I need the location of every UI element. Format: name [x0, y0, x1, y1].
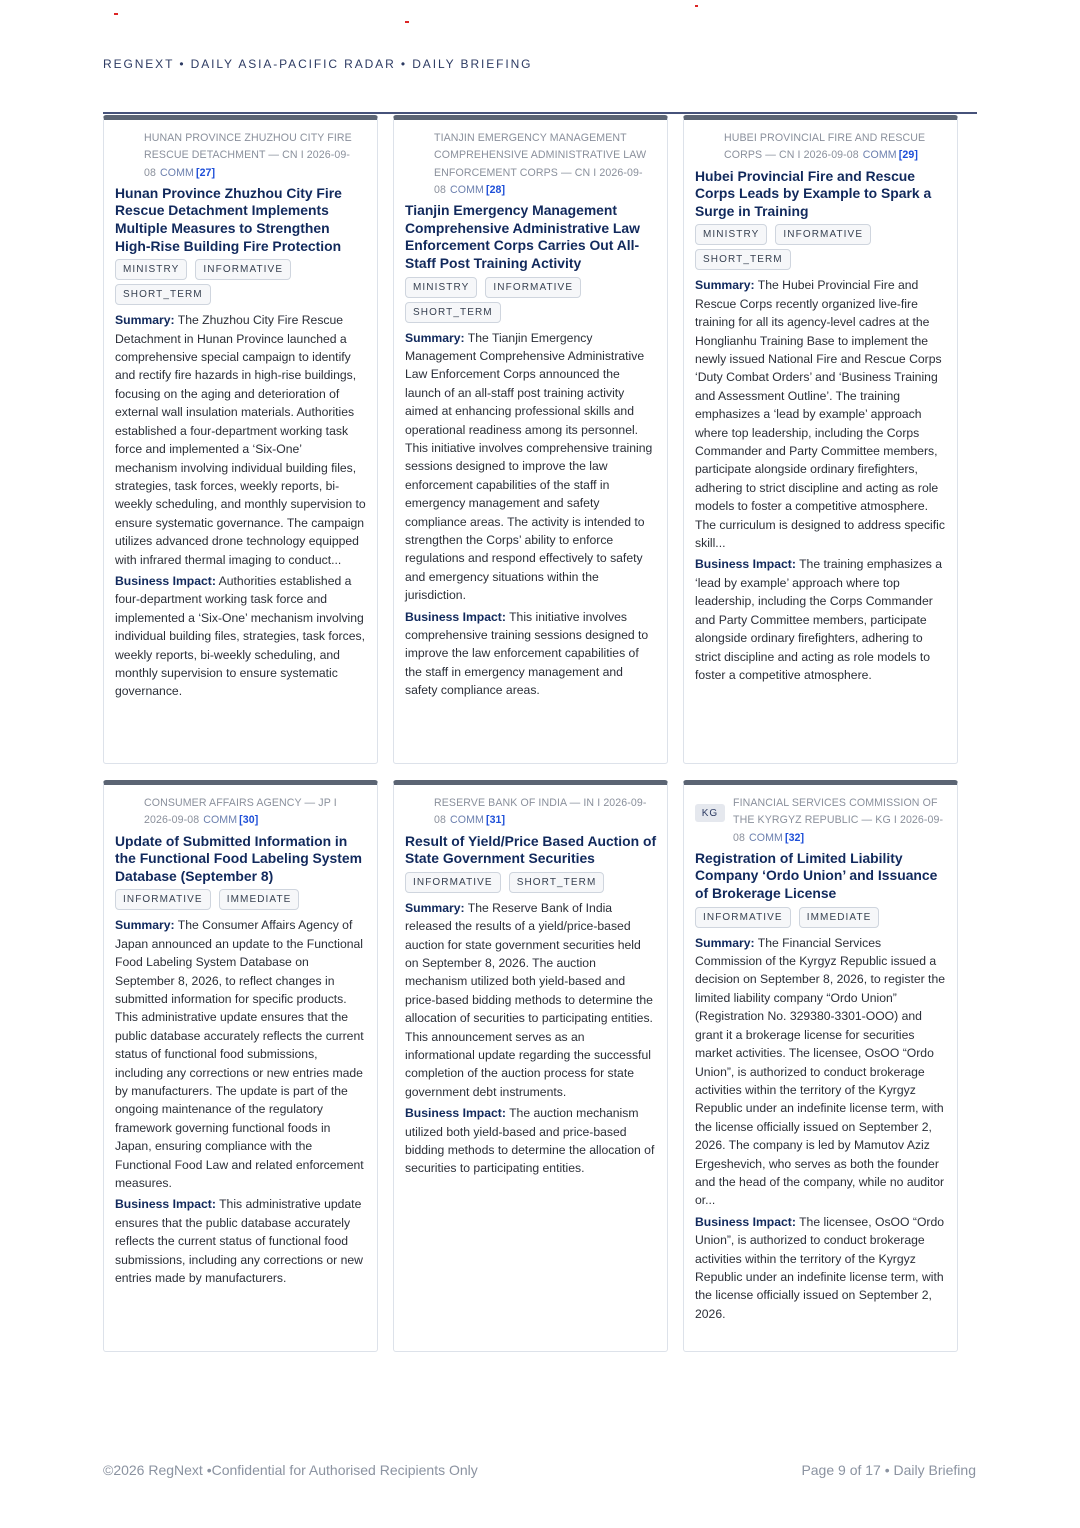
- briefing-card: [393, 780, 668, 1352]
- impact-text: The auction mechanism utilized both yield-based and price-based bidding methods to determine the allocation of securities to participating entities.: [405, 1106, 655, 1176]
- card-meta-text: [724, 130, 947, 165]
- tag-badge: SHORT_TERM: [695, 249, 791, 270]
- impact-text: The licensee, OsOO “Ordo Union”, is authorized to conduct brokerage activities within the territory of the Kyrgyz Republic under an indefinite license term, with the license officially issued on September 2, 2026.: [695, 1214, 945, 1321]
- tag-badge: SHORT_TERM: [509, 872, 605, 893]
- card-title: Registration of Limited Liability Company ‘Ordo Union’ and Issuance of Brokerage License: [695, 849, 938, 902]
- card-summary: [695, 934, 947, 1210]
- card-reference-link[interactable]: [28]: [485, 183, 506, 196]
- card-comm-label: COMM: [862, 149, 897, 162]
- tag-badge: MINISTRY: [115, 259, 187, 280]
- card-reference-link[interactable]: [27]: [195, 166, 216, 179]
- briefing-card-grid: [103, 115, 959, 1352]
- card-meta: [405, 795, 657, 830]
- card-source: TIANJIN EMERGENCY MANAGEMENT COMPREHENSIVE ADMINISTRATIVE LAW ENFORCEMENT CORPS — CN I: [434, 132, 647, 179]
- tag-badge: INFORMATIVE: [115, 889, 211, 910]
- briefing-card: [393, 115, 668, 764]
- header-brand: REGNEXT: [103, 57, 175, 71]
- card-reference-link[interactable]: [29]: [898, 149, 918, 162]
- tag-badge: INFORMATIVE: [405, 872, 501, 893]
- summary-label: Summary:: [115, 918, 175, 933]
- red-mark: [695, 5, 698, 7]
- card-meta: [115, 130, 367, 182]
- briefing-card: [103, 780, 378, 1352]
- card-summary: [115, 311, 367, 569]
- summary-text: The Financial Services Commission of the Kyrgyz Republic issued a decision on September 8, 2026, to register the limited liability company “Ordo Union” (Registration No. 329380-3301-OOO) and grant it a brokerage license for securities market activities. The licensee, OsOO “Ordo Union”, is authorized to conduct brokerage activities within the territory of the Kyrgyz Republic under an indefinite license term, with the license officially issued on September 2, 2026. The company is led by Mamutov Aziz Ergeshevich, who serves as both the founder and the head of the company, while no auditor or...: [695, 935, 945, 1208]
- summary-label: Summary:: [695, 935, 755, 950]
- briefing-card: [683, 115, 958, 764]
- card-meta: [405, 130, 657, 199]
- card-source: RESERVE BANK OF INDIA — IN I: [434, 797, 601, 809]
- header-divider: [103, 112, 977, 114]
- card-business-impact: [115, 572, 367, 701]
- card-summary: [405, 329, 657, 605]
- card-date: 2026-09-08: [434, 797, 647, 827]
- header-separator: •: [400, 57, 407, 71]
- card-meta-text: [434, 795, 657, 830]
- briefing-card: [683, 780, 958, 1352]
- country-badge: KG: [695, 804, 725, 822]
- card-summary: [115, 916, 367, 1192]
- card-business-impact: [695, 555, 947, 684]
- card-meta-text: [434, 130, 657, 199]
- summary-text: The Zhuzhou City Fire Rescue Detachment in Hunan Province launched a comprehensive special campaign to identify and rectify fire hazards in high-rise buildings, focusing on the aging and deterioration of external wall insulation materials. Authorities established a four-department working task force and implemented a ‘Six-One’ mechanism involving individual building files, strategies, task forces, weekly reports, bi-weekly scheduling, and monthly supervision to ensure systematic governance. The campaign utilizes advanced drone technology equipped with infrared thermal imaging to conduct...: [115, 313, 366, 567]
- card-source: CONSUMER AFFAIRS AGENCY — JP I: [144, 797, 337, 809]
- card-reference-link[interactable]: [32]: [784, 831, 805, 844]
- card-tags: [115, 259, 367, 305]
- card-meta-text: [144, 130, 367, 182]
- card-date: 2026-09-08: [144, 149, 351, 179]
- card-tags: [405, 277, 657, 323]
- summary-text: The Hubei Provincial Fire and Rescue Corps recently organized live-fire training for all its agency-level cadres at the Honglianhu Training Base to implement the newly issued National Fire and Rescue Corps ‘Duty Combat Orders’ and ‘Business Training and Assessment Outline’. The training emphasizes a ‘lead by example’ approach where top leadership, including the Corps Commander and Party Committee members, participate alongside ordinary firefighters, adhering to strict discipline and acting as role models to foster a competitive atmosphere. The curriculum is designed to address specific skill...: [695, 278, 945, 551]
- summary-label: Summary:: [405, 330, 465, 345]
- card-reference-link[interactable]: [30]: [239, 814, 259, 827]
- card-title: Update of Submitted Information in the Functional Food Labeling System Database (September 8): [115, 832, 362, 884]
- card-business-impact: [115, 1195, 367, 1287]
- footer-copyright: ©2026 RegNext •Confidential for Authorised Recipients Only: [103, 1462, 478, 1478]
- tag-badge: SHORT_TERM: [115, 284, 211, 305]
- impact-text: This administrative update ensures that the public database accurately reflects the current status of functional food submissions, including any corrections or new entries made by manufacturers.: [115, 1197, 363, 1286]
- impact-label: Business Impact:: [405, 1106, 506, 1121]
- tag-badge: INFORMATIVE: [695, 907, 791, 928]
- card-comm-label: COMM: [748, 831, 783, 844]
- card-title: Tianjin Emergency Management Comprehensive Administrative Law Enforcement Corps Carries Out All-Staff Post Training Activity: [405, 202, 640, 271]
- card-summary: [405, 899, 657, 1101]
- tag-badge: INFORMATIVE: [485, 277, 581, 298]
- summary-text: The Reserve Bank of India released the results of a yield/price-based auction for state government securities held on September 8, 2026. The auction mechanism utilized both yield-based and price-based bidding methods to determine the allocation of securities to participating entities. This announcement serves as an informational update regarding the successful completion of the auction process for state government debt instruments.: [405, 900, 653, 1099]
- summary-label: Summary:: [115, 313, 175, 328]
- impact-label: Business Impact:: [405, 609, 506, 624]
- header-separator: •: [179, 57, 186, 71]
- card-meta-text: [144, 795, 367, 830]
- impact-label: Business Impact:: [115, 573, 216, 588]
- card-business-impact: [405, 608, 657, 700]
- impact-label: Business Impact:: [695, 1214, 796, 1229]
- card-source: FINANCIAL SERVICES COMMISSION OF THE KYRGYZ REPUBLIC — KG I: [733, 797, 938, 827]
- impact-text: The training emphasizes a ‘lead by example’ approach where top leadership, including the Corps Commander and Party Committee members, participate alongside ordinary firefighters, adhering to strict discipline and acting as role models to foster a competitive atmosphere.: [695, 557, 943, 682]
- card-source: HUBEI PROVINCIAL FIRE AND RESCUE CORPS — CN I: [724, 132, 926, 162]
- card-tags: [405, 872, 657, 893]
- card-meta: [695, 795, 947, 847]
- tag-badge: INFORMATIVE: [195, 259, 291, 280]
- card-comm-label: COMM: [159, 166, 194, 179]
- impact-label: Business Impact:: [695, 557, 796, 572]
- card-business-impact: [405, 1104, 657, 1178]
- card-business-impact: [695, 1213, 947, 1323]
- red-mark: [114, 13, 118, 15]
- header-section: DAILY ASIA-PACIFIC RADAR: [190, 57, 396, 71]
- card-meta: [115, 795, 367, 830]
- card-date: 2026-09-08: [144, 814, 200, 827]
- card-date: 2026-09-08: [434, 166, 643, 196]
- summary-text: The Tianjin Emergency Management Comprehensive Administrative Law Enforcement Corps announced the launch of an all-staff post training activity aimed at enhancing professional skills and operational readiness among its personnel. This initiative involves comprehensive training sessions designed to improve the law enforcement capabilities of the staff in emergency management and safety compliance areas. The activity is intended to strengthen the Corps’ ability to enforce regulations and respond effectively to safety and emergency situations within the jurisdiction.: [405, 330, 653, 603]
- page-header: [103, 57, 532, 71]
- header-doc-type: DAILY BRIEFING: [412, 57, 533, 71]
- card-meta-text: [733, 795, 947, 847]
- card-comm-label: COMM: [449, 814, 484, 827]
- summary-label: Summary:: [695, 278, 755, 293]
- card-comm-label: COMM: [203, 814, 238, 827]
- card-date: 2026-09-08: [803, 149, 859, 162]
- card-reference-link[interactable]: [31]: [485, 814, 506, 827]
- impact-text: This initiative involves comprehensive training sessions designed to improve the law enforcement capabilities of the staff in emergency management and safety compliance areas.: [405, 609, 649, 698]
- tag-badge: IMMEDIATE: [219, 889, 300, 910]
- card-tags: [115, 889, 367, 910]
- card-date: 2026-09-08: [733, 814, 944, 844]
- card-source: HUNAN PROVINCE ZHUZHOU CITY FIRE RESCUE DETACHMENT — CN I: [144, 132, 352, 162]
- tag-badge: SHORT_TERM: [405, 302, 501, 323]
- card-summary: [695, 276, 947, 552]
- briefing-card: [103, 115, 378, 764]
- tag-badge: MINISTRY: [695, 224, 767, 245]
- card-tags: [695, 224, 947, 270]
- tag-badge: MINISTRY: [405, 277, 477, 298]
- impact-label: Business Impact:: [115, 1197, 216, 1212]
- summary-text: The Consumer Affairs Agency of Japan announced an update to the Functional Food Labeling System Database on September 8, 2026, to reflect changes in submitted information for specific products. This administrative update ensures that the public database accurately reflects the current status of functional food submissions, including any corrections or new entries made by manufacturers. The update is part of the ongoing maintenance of the regulatory framework governing functional foods in Japan, ensuring compliance with the Functional Food Law and related enforcement measures.: [115, 918, 364, 1191]
- card-title: Hubei Provincial Fire and Rescue Corps Leads by Example to Spark a Surge in Training: [695, 167, 932, 219]
- red-mark: [405, 21, 409, 23]
- summary-label: Summary:: [405, 900, 465, 915]
- card-tags: [695, 907, 947, 928]
- tag-badge: INFORMATIVE: [775, 224, 871, 245]
- card-meta: [695, 130, 947, 165]
- footer-page-info: Page 9 of 17 • Daily Briefing: [801, 1462, 976, 1478]
- card-title: Hunan Province Zhuzhou City Fire Rescue Detachment Implements Multiple Measures to Strengthen High-Rise Building Fire Protection: [115, 184, 342, 254]
- tag-badge: IMMEDIATE: [799, 907, 880, 928]
- card-title: Result of Yield/Price Based Auction of State Government Securities: [405, 832, 657, 867]
- card-comm-label: COMM: [449, 183, 484, 196]
- impact-text: Authorities established a four-department working task force and implemented a ‘Six-One’ mechanism involving individual building files, strategies, task forces, weekly reports, bi-weekly scheduling, and monthly supervision to ensure systematic governance.: [115, 573, 365, 699]
